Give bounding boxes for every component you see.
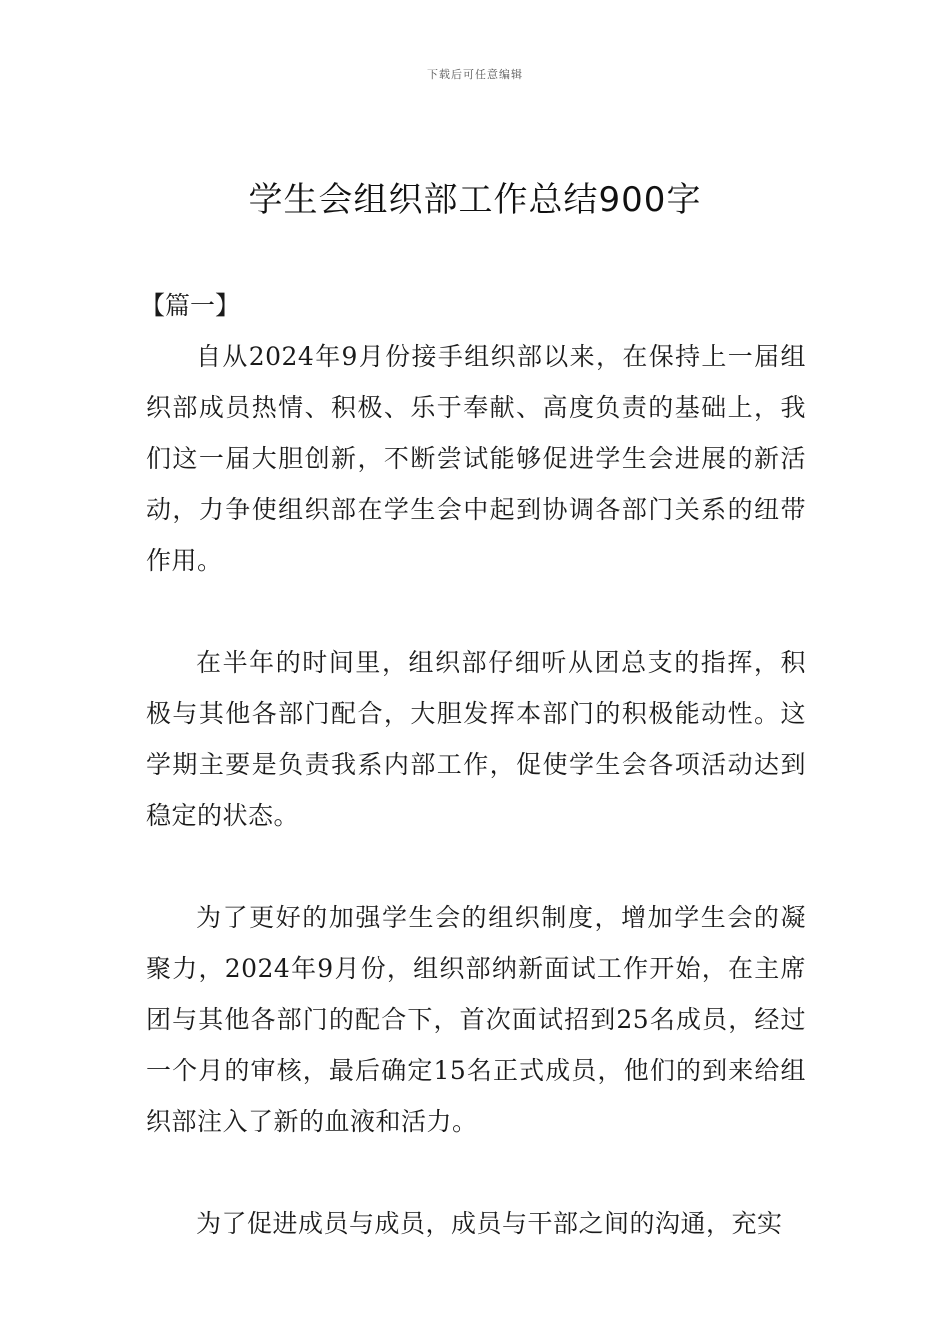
paragraph-2: 在半年的时间里，组织部仔细听从团总支的指挥，积极与其他各部门配合，大胆发挥本部门的积极能动性。这学期主要是负责我系内部工作，促使学生会各项活动达到稳定的状态。: [146, 648, 806, 830]
header-note: 下载后可任意编辑: [427, 68, 523, 81]
section-label: 【篇一】: [140, 291, 241, 320]
document-title: 学生会组织部工作总结900字: [248, 180, 702, 220]
paragraph-4: 为了促进成员与成员，成员与干部之间的沟通，充实: [196, 1209, 783, 1238]
document-body: [140, 280, 806, 1249]
paragraph-1: 自从2024年9月份接手组织部以来，在保持上一届组织部成员热情、积极、乐于奉献、高度负责的基础上，我们这一届大胆创新，不断尝试能够促进学生会进展的新活动，力争使组织部在学生会中起到协调各部门关系的纽带作用。: [146, 342, 806, 575]
paragraph-3: 为了更好的加强学生会的组织制度，增加学生会的凝聚力，2024年9月份，组织部纳新面试工作开始，在主席团与其他各部门的配合下，首次面试招到25名成员，经过一个月的审核，最后确定15名正式成员，他们的到来给组织部注入了新的血液和活力。: [146, 903, 806, 1136]
